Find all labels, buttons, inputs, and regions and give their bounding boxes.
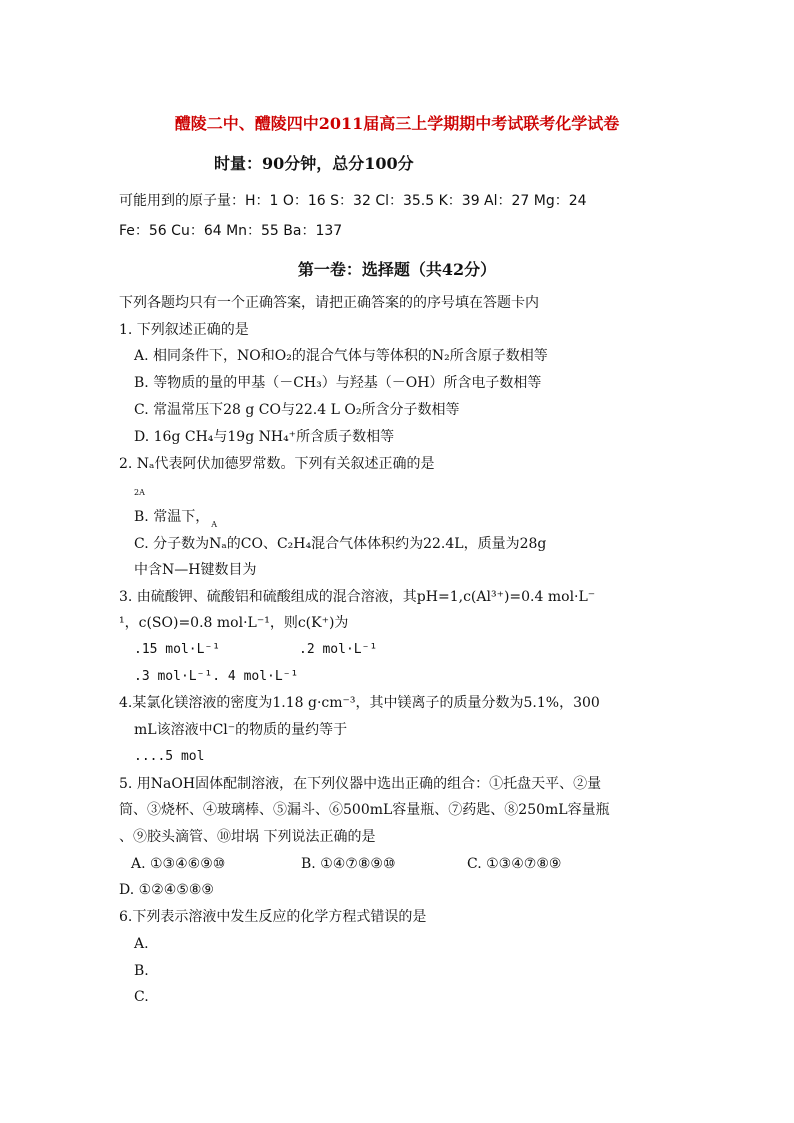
- question-3-options-row-2: .3 mol·L⁻¹. 4 mol·L⁻¹: [134, 669, 299, 684]
- question-5-stem-line-1: 5. 用NaOH固体配制溶液，在下列仪器中选出正确的组合：①托盘天平、②量: [119, 776, 602, 792]
- question-2-stem: 2. Nₐ代表阿伏加德罗常数。下列有关叙述正确的是: [119, 456, 435, 472]
- question-2-fragment-a: A: [211, 520, 217, 529]
- question-6-option-c: C.: [134, 989, 149, 1005]
- question-2-fragment-2a: 2A: [134, 488, 145, 497]
- question-5-stem-line-2: 筒、③烧杯、④玻璃棒、⑤漏斗、⑥500mL容量瓶、⑦药匙、⑧250mL容量瓶: [119, 802, 610, 818]
- question-4-stem-line-2: mL该溶液中Cl⁻的物质的量约等于: [134, 722, 348, 738]
- question-6-option-a: A.: [134, 936, 149, 952]
- question-1-stem: 1. 下列叙述正确的是: [119, 322, 249, 338]
- question-1-option-b: B. 等物质的量的甲基（－CH₃）与羟基（－OH）所含电子数相等: [134, 375, 542, 391]
- section-instruction: 下列各题均只有一个正确答案，请把正确答案的的序号填在答题卡内: [119, 295, 539, 311]
- question-3-option-a: .15 mol·L⁻¹: [134, 642, 221, 657]
- question-3-option-b: .2 mol·L⁻¹: [299, 642, 378, 657]
- question-1-option-d: D. 16g CH₄与19g NH₄⁺所含质子数相等: [134, 429, 395, 445]
- exam-subtitle: 时量：90分钟，总分100分: [214, 154, 414, 173]
- question-4-options: ....5 mol: [134, 749, 205, 764]
- question-5-option-b: B. ①④⑦⑧⑨⑩: [301, 856, 396, 872]
- question-5-option-a: A. ①③④⑥⑨⑩: [131, 856, 226, 872]
- question-2-option-b-text: B. 常温下，: [134, 509, 210, 525]
- question-4-stem-line-1: 4.某氯化镁溶液的密度为1.18 g·cm⁻³，其中镁离子的质量分数为5.1%，300: [119, 695, 600, 711]
- section-title: 第一卷：选择题（共42分）: [297, 260, 497, 279]
- question-6-stem: 6.下列表示溶液中发生反应的化学方程式错误的是: [119, 909, 427, 925]
- question-3-stem-line-2: ¹，c(SO)=0.8 mol·L⁻¹，则c(K⁺)为: [119, 615, 349, 631]
- question-2-option-b: [134, 508, 217, 529]
- question-3-stem-line-1: 3. 由硫酸钾、硫酸铝和硫酸组成的混合溶液，其pH=1,c(Al³⁺)=0.4 mol·L⁻: [119, 589, 596, 605]
- question-1-option-a: A. 相同条件下，NO和O₂的混合气体与等体积的N₂所含原子数相等: [134, 348, 548, 364]
- atomic-masses-line-1: 可能用到的原子量：H：1 O：16 S：32 Cl：35.5 K：39 Al：27 Mg：24: [119, 193, 587, 209]
- question-5-option-d: D. ①②④⑤⑧⑨: [119, 882, 214, 898]
- exam-title: 醴陵二中、醴陵四中2011届高三上学期期中考试联考化学试卷: [174, 114, 620, 133]
- atomic-masses-line-2: Fe：56 Cu：64 Mn：55 Ba：137: [119, 223, 343, 239]
- question-5-option-c: C. ①③④⑦⑧⑨: [467, 856, 562, 872]
- question-5-stem-line-3: 、⑨胶头滴管、⑩坩埚 下列说法正确的是: [119, 829, 376, 845]
- question-2-option-c: C. 分子数为Nₐ的CO、C₂H₄混合气体体积约为22.4L，质量为28g: [134, 536, 547, 552]
- question-6-option-b: B.: [134, 963, 149, 979]
- question-2-tail: 中含N—H键数目为: [134, 562, 257, 578]
- question-1-option-c: C. 常温常压下28 g CO与22.4 L O₂所含分子数相等: [134, 402, 460, 418]
